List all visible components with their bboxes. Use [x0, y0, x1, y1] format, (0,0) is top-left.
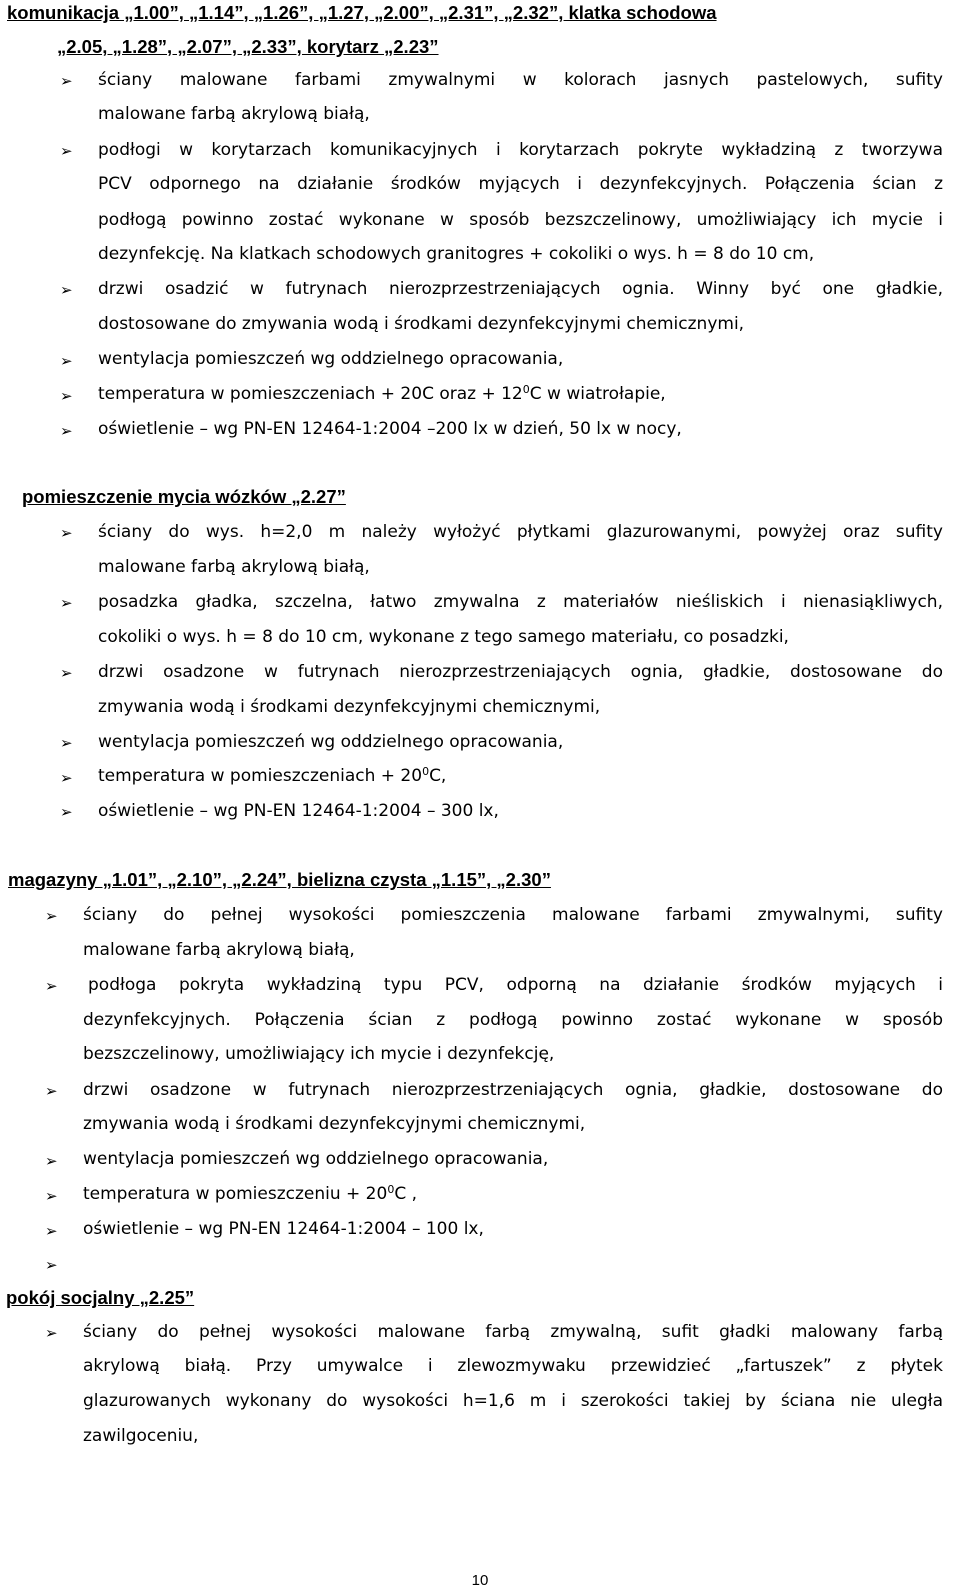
- arrow-bullet-icon: ➢: [60, 769, 73, 787]
- arrow-bullet-icon: ➢: [60, 594, 73, 612]
- list-item-line: cokoliki o wys. h = 8 do 10 cm, wykonane z tego samego materiału, co posadzki,: [98, 627, 789, 647]
- list-item-line: podłogi w korytarzach komunikacyjnych i korytarzach pokryte wykładziną z tworzywa: [98, 140, 943, 160]
- list-item-line: wentylacja pomieszczeń wg oddzielnego opracowania,: [98, 349, 564, 369]
- temperature-tail: C ,: [394, 1184, 417, 1204]
- list-item-line: drzwi osadzone w futrynach nierozprzestrzeniających ognia, gładkie, dostosowane do: [98, 662, 943, 682]
- arrow-bullet-icon: ➢: [60, 734, 73, 752]
- list-item-line: oświetlenie – wg PN-EN 12464-1:2004 – 100 lx,: [83, 1219, 484, 1239]
- list-item-line: akrylową białą. Przy umywalce i zlewozmywaku przewidzieć „fartuszek” z płytek: [83, 1356, 943, 1376]
- arrow-bullet-icon: ➢: [60, 803, 73, 821]
- arrow-bullet-icon: ➢: [45, 977, 58, 995]
- list-item-line: PCV odpornego na działanie środków myjących i dezynfekcyjnych. Połączenia ścian z: [98, 174, 943, 194]
- list-item-line: drzwi osadzone w futrynach nierozprzestrzeniających ognia, gładkie, dostosowane do: [83, 1080, 943, 1100]
- list-item-line: podłoga pokryta wykładziną typu PCV, odporną na działanie środków myjących i: [88, 975, 943, 995]
- arrow-bullet-icon: ➢: [45, 1082, 58, 1100]
- list-item-line: dezynfekcję. Na klatkach schodowych granitogres + cokoliki o wys. h = 8 do 10 cm,: [98, 244, 815, 264]
- list-item-line: malowane farbą akrylową białą,: [98, 104, 370, 124]
- temperature-tail: C w wiatrołapie,: [529, 384, 666, 404]
- page-number: 10: [471, 1572, 489, 1589]
- list-item-line: zmywania wodą i środkami dezynfekcyjnymi chemicznymi,: [83, 1114, 586, 1134]
- list-item-line: malowane farbą akrylową białą,: [98, 557, 370, 577]
- arrow-bullet-icon: ➢: [45, 1222, 58, 1240]
- list-item-line: ściany do pełnej wysokości malowane farbą zmywalną, sufit gładki malowany farbą: [83, 1322, 943, 1342]
- arrow-bullet-icon: ➢: [60, 524, 73, 542]
- temperature-line: [98, 383, 666, 404]
- superscript: 0: [387, 1183, 395, 1196]
- arrow-bullet-icon: ➢: [60, 352, 73, 370]
- list-item-line: oświetlenie – wg PN-EN 12464-1:2004 –200 lx w dzień, 50 lx w nocy,: [98, 419, 682, 439]
- heading-line: „2.05, „1.28”, „2.07”, „2.33”, korytarz „2.23”: [57, 36, 439, 57]
- arrow-bullet-icon: ➢: [60, 142, 73, 160]
- list-item-line: oświetlenie – wg PN-EN 12464-1:2004 – 300 lx,: [98, 801, 499, 821]
- list-item-line: posadzka gładka, szczelna, łatwo zmywalna z materiałów nieśliskich i nienasiąkliwych,: [98, 592, 943, 612]
- arrow-bullet-icon: ➢: [60, 387, 73, 405]
- arrow-bullet-icon: ➢: [60, 72, 73, 90]
- temperature-line: [98, 765, 447, 786]
- list-item-line: wentylacja pomieszczeń wg oddzielnego opracowania,: [98, 732, 564, 752]
- section-heading-pokoj-socjalny: pokój socjalny „2.25”: [6, 1287, 195, 1308]
- list-item-line: malowane farbą akrylową białą,: [83, 940, 355, 960]
- temperature-text: temperatura w pomieszczeniach + 20: [98, 766, 423, 786]
- list-item-line: ściany malowane farbami zmywalnymi w kolorach jasnych pastelowych, sufity: [98, 70, 943, 90]
- list-item-line: ściany do pełnej wysokości pomieszczenia malowane farbami zmywalnymi, sufity: [83, 905, 943, 925]
- arrow-bullet-icon: ➢: [45, 1187, 58, 1205]
- list-item-line: bezszczelinowy, umożliwiający ich mycie i dezynfekcję,: [83, 1044, 555, 1064]
- arrow-bullet-icon: ➢: [60, 422, 73, 440]
- list-item-line: ściany do wys. h=2,0 m należy wyłożyć płytkami glazurowanymi, powyżej oraz sufity: [98, 522, 943, 542]
- arrow-bullet-icon: ➢: [45, 1324, 58, 1342]
- heading-line: komunikacja „1.00”, „1.14”, „1.26”, „1.27, „2.00”, „2.31”, „2.32”, klatka schodowa: [7, 2, 717, 23]
- superscript: 0: [522, 383, 530, 396]
- arrow-bullet-icon: ➢: [45, 1256, 58, 1274]
- arrow-bullet-icon: ➢: [45, 1152, 58, 1170]
- list-item-line: wentylacja pomieszczeń wg oddzielnego opracowania,: [83, 1149, 549, 1169]
- superscript: 0: [422, 765, 430, 778]
- list-item-line: zawilgoceniu,: [83, 1426, 199, 1446]
- temperature-text: temperatura w pomieszczeniach + 20C oraz + 12: [98, 384, 523, 404]
- list-item-line: dostosowane do zmywania wodą i środkami dezynfekcyjnymi chemicznymi,: [98, 314, 745, 334]
- temperature-line: [83, 1183, 417, 1204]
- list-item-line: drzwi osadzić w futrynach nierozprzestrzeniających ognia. Winny być one gładkie,: [98, 279, 943, 299]
- list-item-line: podłogą powinno zostać wykonane w sposób bezszczelinowy, umożliwiający ich mycie i: [98, 210, 943, 230]
- section-heading-mycia-wozkow: pomieszczenie mycia wózków „2.27”: [22, 486, 346, 507]
- arrow-bullet-icon: ➢: [60, 664, 73, 682]
- temperature-text: temperatura w pomieszczeniu + 20: [83, 1184, 388, 1204]
- list-item-line: zmywania wodą i środkami dezynfekcyjnymi chemicznymi,: [98, 697, 601, 717]
- list-item-line: glazurowanych wykonany do wysokości h=1,6 m i szerokości takiej by ściana nie uległa: [83, 1391, 943, 1411]
- section-heading-komunikacja: [7, 4, 717, 23]
- section-heading-magazyny: magazyny „1.01”, „2.10”, „2.24”, bielizna czysta „1.15”, „2.30”: [8, 869, 551, 890]
- arrow-bullet-icon: ➢: [60, 281, 73, 299]
- list-item-line: dezynfekcyjnych. Połączenia ścian z podłogą powinno zostać wykonane w sposób: [83, 1010, 943, 1030]
- arrow-bullet-icon: ➢: [45, 907, 58, 925]
- section-heading-komunikacja-cont: [57, 38, 439, 57]
- temperature-tail: C,: [429, 766, 447, 786]
